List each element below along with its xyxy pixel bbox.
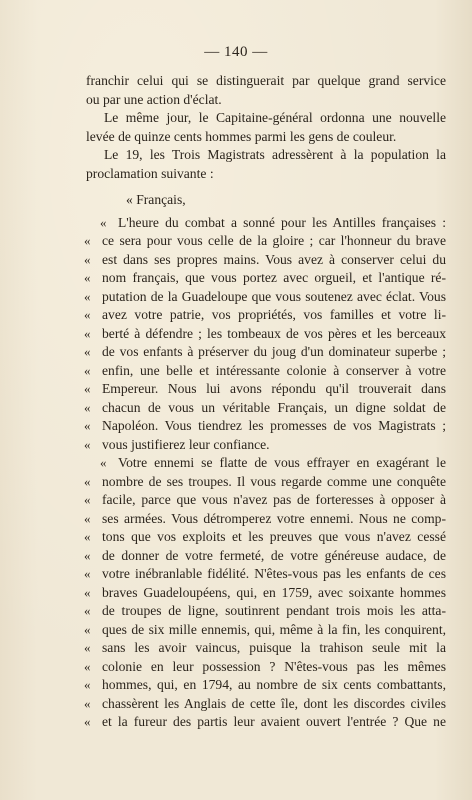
text-line (86, 491, 446, 510)
quote-mark: « (84, 381, 91, 396)
line-text: de vos enfants à préserver du joug d'un dominateur superbe ; (102, 344, 446, 359)
text-line (86, 380, 446, 399)
text-line (86, 658, 446, 677)
quote-mark: « (84, 270, 91, 285)
text-line (86, 565, 446, 584)
text-line (86, 232, 446, 251)
line-text: ques de six mille ennemis, qui, même à la fin, les conquirent, (102, 621, 446, 637)
line-text: berté à défendre ; les tombeaux de vos pères et les berceaux (102, 325, 446, 341)
quote-mark: « (84, 492, 91, 507)
line-text: ou par une action d'éclat. (86, 91, 222, 107)
line-text: vous justifierez leur confiance. (102, 436, 270, 452)
line-text: de donner de votre fermeté, de votre généreuse audace, de (102, 547, 446, 563)
page-number: — 140 — (204, 44, 268, 60)
quote-mark: « (84, 473, 91, 489)
line-text: facile, parce que vous n'avez pas de forteresses à opposer à (102, 492, 446, 507)
line-text: votre inébranlable fidélité. N'êtes-vous pas les enfants de ces (102, 566, 446, 581)
text-line (86, 602, 446, 621)
line-text: et la fureur des partis leur avaient ouvert l'entrée ? Que ne (102, 714, 446, 729)
quote-mark: « (84, 436, 91, 452)
line-text: Napoléon. Vous tiendrez les promesses de vos Magistrats ; (102, 418, 446, 433)
text-line (86, 417, 446, 436)
line-text: ses armées. Vous détromperez votre ennemi. Nous ne comp- (102, 510, 446, 526)
text-line (86, 436, 446, 455)
text-line (86, 146, 446, 165)
text-line (86, 399, 446, 418)
quote-mark: « (84, 677, 91, 692)
body-text (86, 72, 446, 732)
line-text: L'heure du combat a sonné pour les Antilles françaises : (118, 214, 446, 230)
line-text: Empereur. Nous lui avons répondu qu'il trouverait dans (102, 381, 446, 396)
line-text: proclamation suivante : (86, 165, 214, 181)
line-text: levée de quinze cents hommes parmi les gens de couleur. (86, 128, 397, 144)
text-line (86, 695, 446, 714)
text-line (86, 473, 446, 492)
line-text: putation de la Guadeloupe que vous soutenez avec éclat. Vous (102, 288, 446, 304)
quote-mark: « (84, 529, 91, 544)
line-text: sans les avoir vaincus, puisque la trahison seule mit la (102, 640, 446, 655)
line-text: ce sera pour vous celle de la gloire ; car l'honneur du brave (102, 233, 446, 248)
line-text: Le 19, les Trois Magistrats adressèrent à la population la (104, 147, 446, 162)
text-line (86, 621, 446, 640)
line-text: chassèrent les Anglais de cette île, dont les discordes civiles (102, 695, 446, 711)
text-line (86, 528, 446, 547)
text-line (86, 128, 446, 147)
quote-mark: « (84, 621, 91, 637)
text-line (86, 165, 446, 184)
text-line (86, 191, 446, 210)
text-line (86, 547, 446, 566)
text-line (86, 362, 446, 381)
quote-mark: « (84, 399, 91, 415)
text-line (86, 639, 446, 658)
quote-mark: « (84, 640, 91, 655)
text-line (86, 72, 446, 91)
quote-mark: « (84, 344, 91, 359)
text-line (86, 713, 446, 732)
line-text: nom français, que vous portez avec orgueil, et l'antique ré- (102, 270, 446, 285)
quote-mark: « (84, 566, 91, 581)
text-line (86, 454, 446, 473)
quote-mark: « (100, 455, 107, 470)
quote-mark: « (84, 325, 91, 341)
text-line (86, 306, 446, 325)
quote-mark: « (84, 418, 91, 433)
line-text: avez votre patrie, vos propriétés, vos familles et votre li- (102, 307, 446, 322)
line-text: est dans ses propres mains. Vous avez à conserver celui du (102, 251, 446, 267)
line-text: nombre de ses troupes. Il vous regarde comme une conquête (102, 473, 446, 489)
text-line (86, 325, 446, 344)
text-line (86, 343, 446, 362)
line-text: Le même jour, le Capitaine-général ordonna une nouvelle (104, 110, 446, 125)
line-text: « Français, (126, 192, 186, 207)
quote-mark: « (84, 695, 91, 711)
quote-mark: « (84, 233, 91, 248)
quote-mark: « (84, 362, 91, 378)
text-line (86, 109, 446, 128)
text-line (86, 251, 446, 270)
text-line (86, 214, 446, 233)
text-line (86, 269, 446, 288)
quote-mark: « (84, 510, 91, 526)
text-line (86, 676, 446, 695)
line-text: hommes, qui, en 1794, au nombre de six cents combattants, (102, 677, 446, 692)
quote-mark: « (84, 251, 91, 267)
line-text: enfin, une belle et intéressante colonie à conserver à votre (102, 362, 446, 378)
quote-mark: « (84, 307, 91, 322)
line-text: de troupes de ligne, soutinrent pendant trois mois les atta- (102, 603, 446, 618)
line-text: franchir celui qui se distinguerait par quelque grand service (86, 73, 446, 88)
quote-mark: « (84, 288, 91, 304)
quote-mark: « (84, 603, 91, 618)
quote-mark: « (84, 658, 91, 674)
line-text: chacun de vous un véritable Français, un digne soldat de (102, 399, 446, 415)
text-line (86, 91, 446, 110)
quote-mark: « (100, 214, 107, 230)
quote-mark: « (84, 714, 91, 729)
text-line (86, 510, 446, 529)
line-text: colonie en leur possession ? N'êtes-vous pas les mêmes (102, 658, 446, 674)
text-line (86, 288, 446, 307)
quote-mark: « (84, 584, 91, 600)
line-text: Votre ennemi se flatte de vous effrayer en exagérant le (118, 455, 446, 470)
quote-mark: « (84, 547, 91, 563)
text-line (86, 584, 446, 603)
line-text: tons que vos exploits et les preuves que vous n'avez cessé (102, 529, 446, 544)
line-text: braves Guadeloupéens, qui, en 1759, avec soixante hommes (102, 584, 446, 600)
